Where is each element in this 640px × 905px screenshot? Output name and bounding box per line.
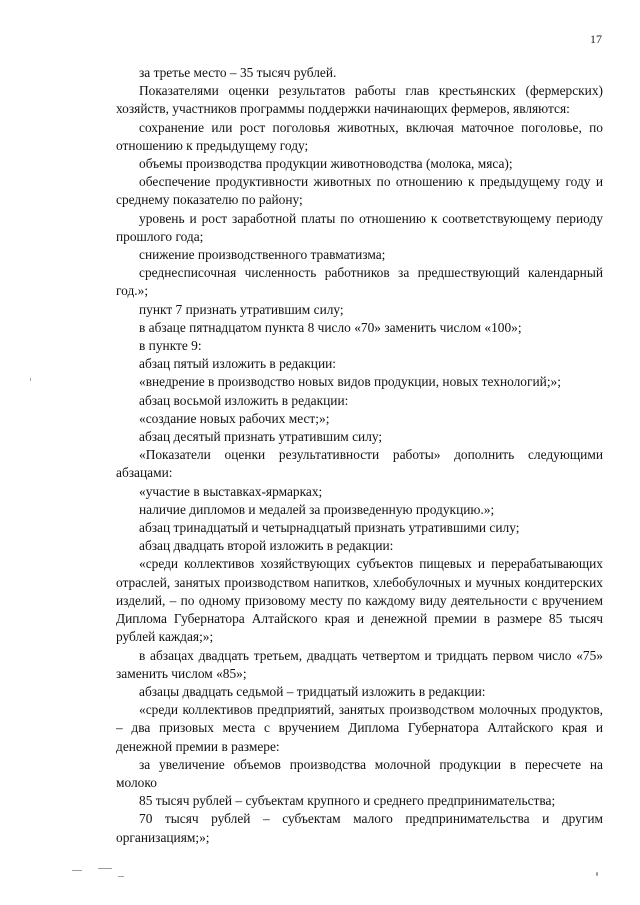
paragraph: за третье место – 35 тысяч рублей. <box>139 65 337 80</box>
paragraph: 70 тысяч рублей – субъектам малого предпринимательства и другим организациям;»; <box>116 811 603 845</box>
paragraph: обеспечение продуктивности животных по отношению к предыдущему году и среднему показателю по району; <box>116 174 603 208</box>
paragraph: за увеличение объемов производства молочной продукции в пересчете на молоко <box>116 756 603 790</box>
scan-speck <box>98 868 112 869</box>
paragraph: среднесписочная численность работников за предшествующий календарный год.»; <box>116 265 603 299</box>
scan-speck <box>72 870 82 871</box>
scan-speck <box>30 378 31 381</box>
document-body <box>116 64 603 847</box>
paragraph: «создание новых рабочих мест;»; <box>139 410 330 426</box>
paragraph: абзац тринадцатый и четырнадцатый признать утратившими силу; <box>139 520 520 536</box>
paragraph: сохранение или рост поголовья животных, включая маточное поголовье, по отношению к предыдущему году; <box>116 119 603 153</box>
paragraph: «Показатели оценки результативности работы» дополнить следующими абзацами: <box>116 447 603 481</box>
paragraph: уровень и рост заработной платы по отношению к соответствующему периоду прошлого года; <box>116 210 603 244</box>
paragraph: пункт 7 признать утратившим силу; <box>139 301 344 317</box>
paragraph: 85 тысяч рублей – субъектам крупного и среднего предпринимательства; <box>139 793 556 809</box>
paragraph: Показателями оценки результатов работы глав крестьянских (фермерских) хозяйств, участников программы поддержки начинающих фермеров, являются: <box>116 83 603 117</box>
scan-speck <box>118 876 124 877</box>
paragraph: в абзацах двадцать третьем, двадцать четвертом и тридцать первом число «75» заменить числом «85»; <box>116 647 603 681</box>
paragraph: абзацы двадцать седьмой – тридцатый изложить в редакции: <box>139 683 486 699</box>
paragraph: «среди коллективов предприятий, занятых производством молочных продуктов, – два призовых места с вручением Диплома Губернатора Алтайского края и денежной премии в размере: <box>116 702 603 754</box>
paragraph: в абзаце пятнадцатом пункта 8 число «70» заменить числом «100»; <box>139 319 522 335</box>
paragraph: «среди коллективов хозяйствующих субъектов пищевых и перерабатывающих отраслей, занятых производством напитков, хлебобулочных и мучных кондитерских изделий, – по одному призовому месту по каждому виду деятельности с вручением Диплома Губернатора Алтайского края и денежной премии в размере 85 тысяч рублей каждая;»; <box>116 556 603 645</box>
scan-speck <box>596 872 598 876</box>
paragraph: снижение производственного травматизма; <box>139 247 386 263</box>
paragraph: абзац восьмой изложить в редакции: <box>139 392 349 408</box>
paragraph: абзац пятый изложить в редакции: <box>139 356 337 372</box>
paragraph: «участие в выставках-ярмарках; <box>139 483 323 499</box>
paragraph: абзац двадцать второй изложить в редакции: <box>139 538 394 554</box>
paragraph: объемы производства продукции животноводства (молока, мяса); <box>139 156 513 172</box>
paragraph: абзац десятый признать утратившим силу; <box>139 429 383 445</box>
paragraph: «внедрение в производство новых видов продукции, новых технологий;»; <box>139 374 561 390</box>
paragraph: в пункте 9: <box>139 338 202 354</box>
paragraph: наличие дипломов и медалей за произведенную продукцию.»; <box>139 501 495 517</box>
page-number: 17 <box>590 32 602 46</box>
